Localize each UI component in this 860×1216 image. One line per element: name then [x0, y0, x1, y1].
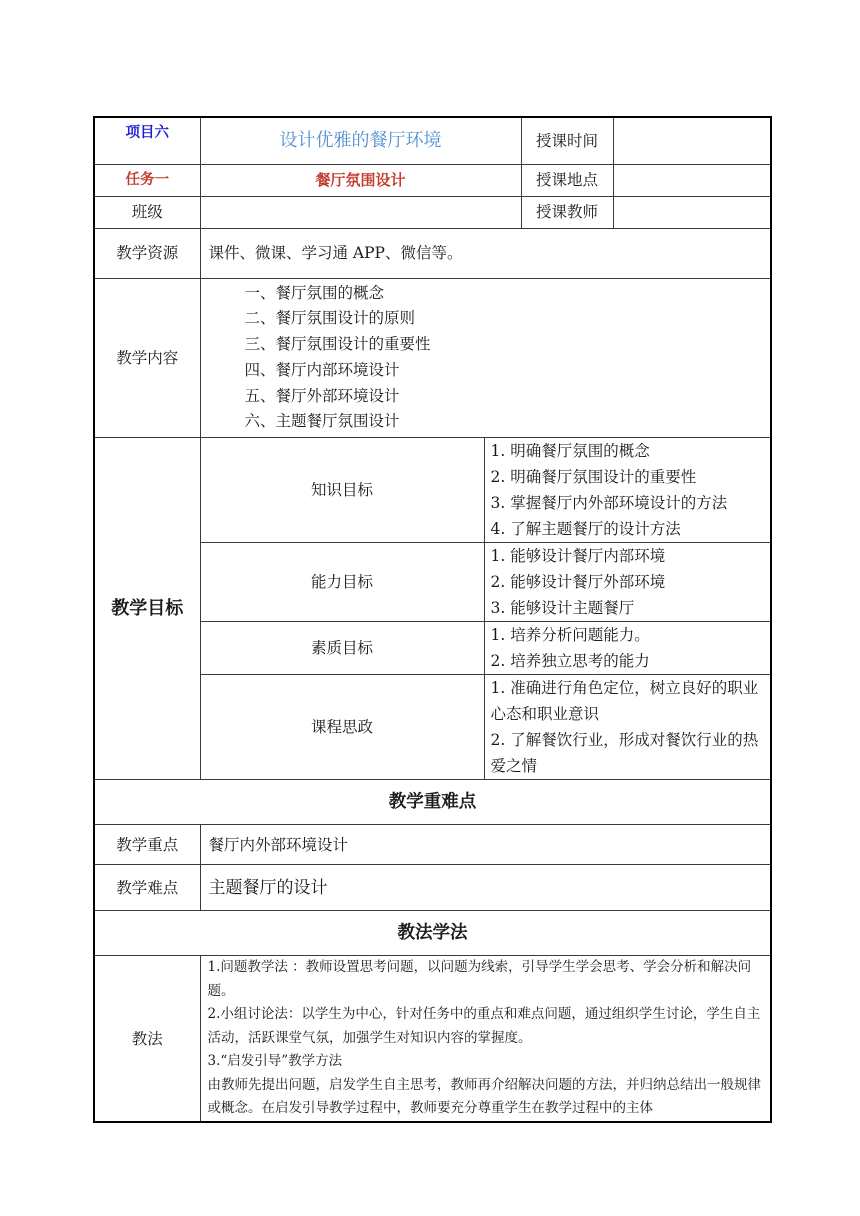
task-title: 餐厅氛围设计 — [200, 164, 521, 196]
row-methods — [94, 956, 771, 1122]
row-content — [94, 278, 771, 438]
content-label: 教学内容 — [94, 278, 200, 438]
class-value — [200, 196, 521, 228]
quality-goal-list — [484, 622, 771, 675]
row-keypoints-heading — [94, 780, 771, 825]
list-item: 2. 能够设计餐厅外部环境 — [490, 573, 666, 592]
content-item: 二、餐厅氛围设计的原则 — [244, 309, 416, 328]
content-item: 一、餐厅氛围的概念 — [244, 283, 385, 302]
difficult-point-value: 主题餐厅的设计 — [200, 865, 771, 911]
method-paragraph: 2.小组讨论法：以学生为中心，针对任务中的重点和难点问题，通过组织学生讨论，学生自主活动，活跃课堂气氛，加强学生对知识内容的掌握度。 — [207, 1006, 761, 1046]
ability-goal-label: 能力目标 — [200, 543, 484, 622]
project-label: 项目六 — [94, 117, 200, 164]
time-label: 授课时间 — [521, 117, 613, 164]
methods-label: 教法 — [94, 956, 200, 1122]
content-item: 六、主题餐厅氛围设计 — [244, 412, 400, 431]
row-key-point — [94, 825, 771, 865]
time-value — [613, 117, 771, 164]
ideology-goal-label: 课程思政 — [200, 675, 484, 780]
list-item: 1. 准确进行角色定位，树立良好的职业心态和职业意识 — [490, 679, 759, 724]
list-item: 2. 培养独立思考的能力 — [490, 652, 650, 671]
row-knowledge-goal — [94, 438, 771, 543]
knowledge-goal-label: 知识目标 — [200, 438, 484, 543]
ideology-goal-list — [484, 675, 771, 780]
quality-goal-label: 素质目标 — [200, 622, 484, 675]
content-item: 四、餐厅内部环境设计 — [244, 360, 400, 379]
task-label: 任务一 — [94, 164, 200, 196]
method-paragraph: 由教师先提出问题，启发学生自主思考，教师再介绍解决问题的方法，并归纳总结出一般规律或概念。在启发引导教学过程中，教师要充分尊重学生在教学过程中的主体 — [207, 1076, 761, 1117]
class-label: 班级 — [94, 196, 200, 228]
resources-label: 教学资源 — [94, 228, 200, 278]
content-item: 五、餐厅外部环境设计 — [244, 386, 400, 405]
place-value — [613, 164, 771, 196]
lesson-plan-table — [93, 116, 772, 1123]
list-item: 1. 能够设计餐厅内部环境 — [490, 547, 666, 566]
method-paragraph: 1.问题教学法 ：教师设置思考问题，以问题为线索，引导学生学会思考、学会分析和解决问题。 — [207, 959, 752, 999]
list-item: 1. 培养分析问题能力。 — [490, 626, 650, 645]
difficult-point-label: 教学难点 — [94, 865, 200, 911]
teacher-value — [613, 196, 771, 228]
place-label: 授课地点 — [521, 164, 613, 196]
row-resources — [94, 228, 771, 278]
goals-label: 教学目标 — [94, 438, 200, 780]
row-project — [94, 117, 771, 164]
content-item: 三、餐厅氛围设计的重要性 — [244, 335, 431, 354]
keypoints-heading: 教学重难点 — [94, 780, 771, 825]
teacher-label: 授课教师 — [521, 196, 613, 228]
list-item: 4. 了解主题餐厅的设计方法 — [490, 520, 681, 539]
row-methods-heading — [94, 911, 771, 956]
row-class — [94, 196, 771, 228]
list-item: 2. 明确餐厅氛围设计的重要性 — [490, 468, 697, 487]
key-point-value: 餐厅内外部环境设计 — [200, 825, 771, 865]
project-title: 设计优雅的餐厅环境 — [200, 117, 521, 164]
content-list — [200, 278, 771, 438]
list-item: 2. 了解餐饮行业，形成对餐饮行业的热爱之情 — [490, 731, 759, 776]
methods-heading: 教法学法 — [94, 911, 771, 956]
knowledge-goal-list — [484, 438, 771, 543]
methods-text — [200, 956, 771, 1122]
ability-goal-list — [484, 543, 771, 622]
resources-value: 课件、微课、学习通 APP、微信等。 — [200, 228, 771, 278]
row-task — [94, 164, 771, 196]
key-point-label: 教学重点 — [94, 825, 200, 865]
list-item: 3. 能够设计主题餐厅 — [490, 599, 635, 618]
row-difficult-point — [94, 865, 771, 911]
list-item: 1. 明确餐厅氛围的概念 — [490, 442, 650, 461]
list-item: 3. 掌握餐厅内外部环境设计的方法 — [490, 494, 728, 513]
method-paragraph: 3.“启发引导”教学方法 — [207, 1053, 343, 1070]
